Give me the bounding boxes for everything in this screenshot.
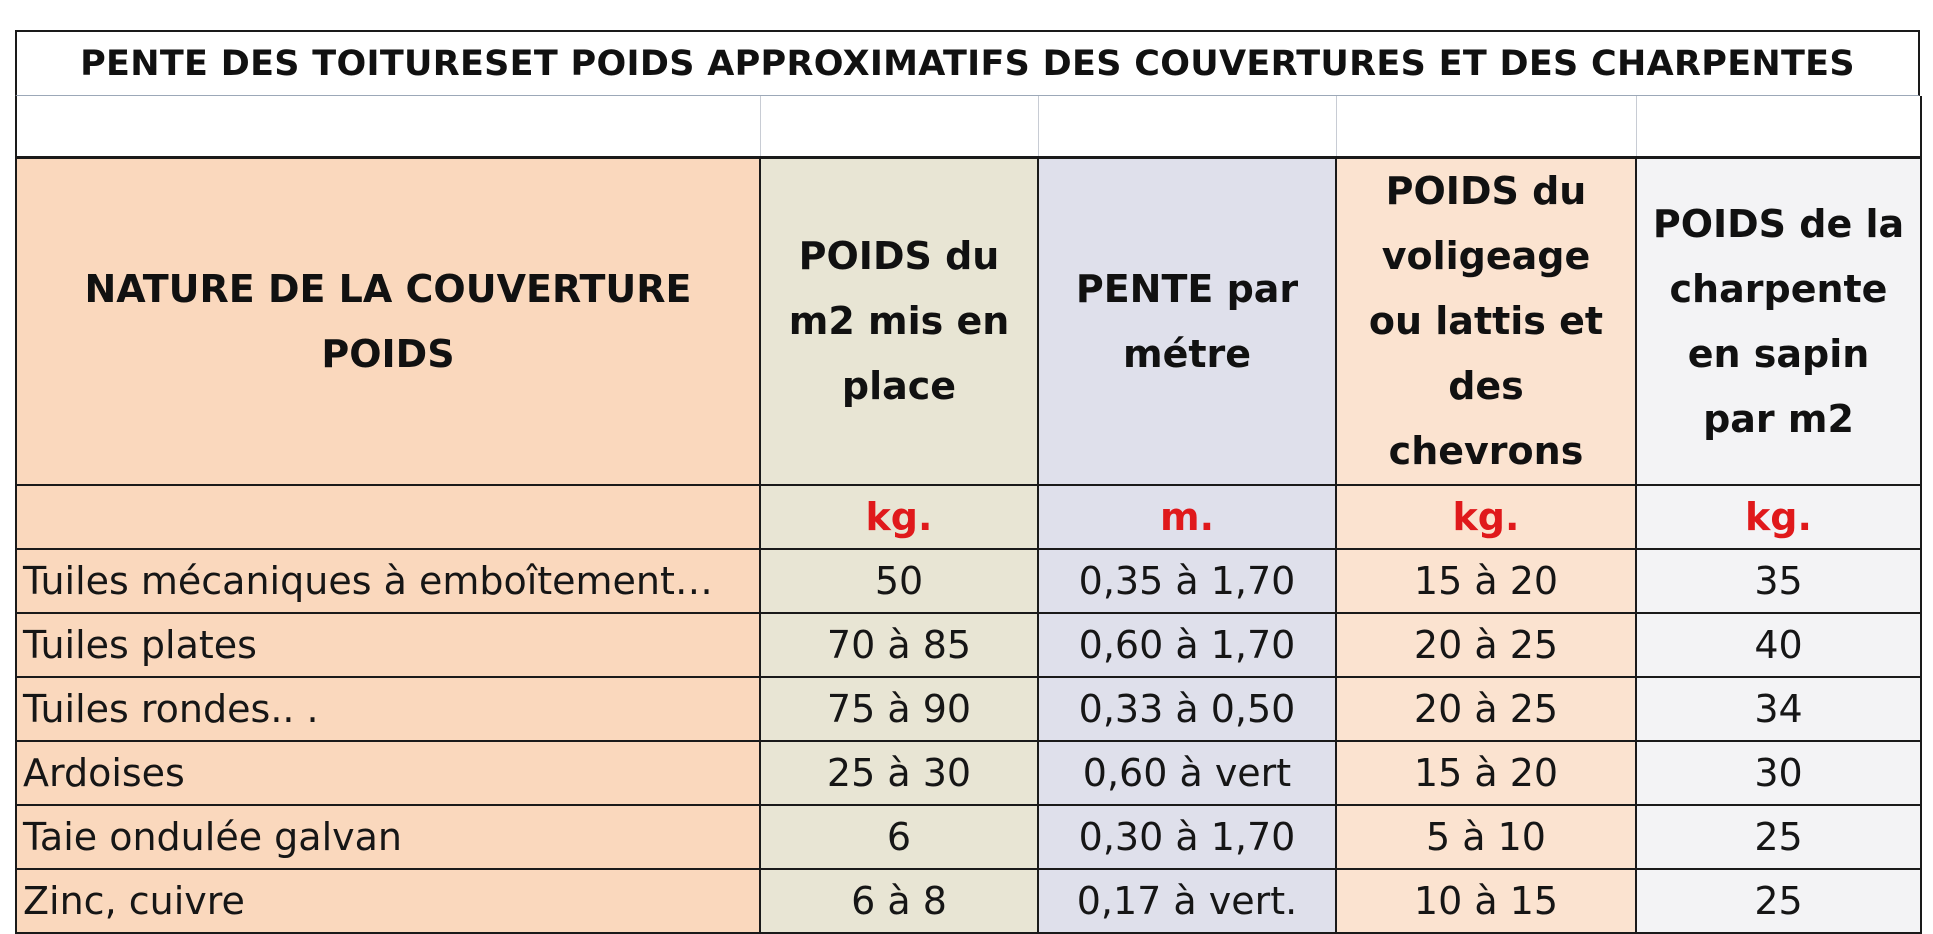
cell-weight: 75 à 90 xyxy=(760,677,1038,741)
cell-slope: 0,17 à vert. xyxy=(1038,869,1336,933)
table-row xyxy=(16,613,1921,677)
blank-cell xyxy=(760,96,1038,158)
cell-nature: Tuiles rondes.. . xyxy=(16,677,760,741)
cell-weight: 25 à 30 xyxy=(760,741,1038,805)
cell-battens: 10 à 15 xyxy=(1336,869,1636,933)
table-title: PENTE DES TOITURESET POIDS APPROXIMATIFS DES COUVERTURES ET DES CHARPENTES xyxy=(15,30,1920,96)
cell-slope: 0,35 à 1,70 xyxy=(1038,549,1336,613)
cell-nature: Tuiles plates xyxy=(16,613,760,677)
table-row xyxy=(16,549,1921,613)
blank-cell xyxy=(1336,96,1636,158)
cell-weight: 70 à 85 xyxy=(760,613,1038,677)
cell-battens: 20 à 25 xyxy=(1336,677,1636,741)
table-row xyxy=(16,805,1921,869)
units-row xyxy=(16,485,1921,549)
cell-frame: 25 xyxy=(1636,805,1921,869)
header-frame-weight: POIDS de la charpente en sapin par m2 xyxy=(1636,158,1921,486)
cell-slope: 0,30 à 1,70 xyxy=(1038,805,1336,869)
cell-battens: 15 à 20 xyxy=(1336,549,1636,613)
cell-frame: 35 xyxy=(1636,549,1921,613)
header-battens-weight: POIDS du voligeage ou lattis et des chevrons xyxy=(1336,158,1636,486)
unit-cell: m. xyxy=(1038,485,1336,549)
column-header-row xyxy=(16,158,1921,486)
cell-weight: 50 xyxy=(760,549,1038,613)
cell-battens: 5 à 10 xyxy=(1336,805,1636,869)
table-row xyxy=(16,741,1921,805)
cell-slope: 0,60 à 1,70 xyxy=(1038,613,1336,677)
cell-nature: Taie ondulée galvan xyxy=(16,805,760,869)
header-nature: NATURE DE LA COUVERTURE POIDS xyxy=(16,158,760,486)
blank-cell xyxy=(1038,96,1336,158)
header-slope: PENTE par métre xyxy=(1038,158,1336,486)
cell-weight: 6 à 8 xyxy=(760,869,1038,933)
cell-frame: 30 xyxy=(1636,741,1921,805)
cell-slope: 0,60 à vert xyxy=(1038,741,1336,805)
cell-weight: 6 xyxy=(760,805,1038,869)
cell-frame: 40 xyxy=(1636,613,1921,677)
header-weight-m2: POIDS du m2 mis en place xyxy=(760,158,1038,486)
table-row xyxy=(16,677,1921,741)
cell-frame: 34 xyxy=(1636,677,1921,741)
unit-cell xyxy=(16,485,760,549)
blank-cell xyxy=(16,96,760,158)
blank-cell xyxy=(1636,96,1921,158)
cell-battens: 15 à 20 xyxy=(1336,741,1636,805)
unit-cell: kg. xyxy=(1636,485,1921,549)
cell-nature: Zinc, cuivre xyxy=(16,869,760,933)
cell-frame: 25 xyxy=(1636,869,1921,933)
table-row xyxy=(16,869,1921,933)
cell-battens: 20 à 25 xyxy=(1336,613,1636,677)
roofing-table-sheet xyxy=(15,30,1920,934)
roofing-weights-table xyxy=(15,96,1922,934)
blank-spacer-row xyxy=(16,96,1921,158)
cell-nature: Ardoises xyxy=(16,741,760,805)
unit-cell: kg. xyxy=(760,485,1038,549)
unit-cell: kg. xyxy=(1336,485,1636,549)
cell-nature: Tuiles mécaniques à emboîtement… xyxy=(16,549,760,613)
cell-slope: 0,33 à 0,50 xyxy=(1038,677,1336,741)
